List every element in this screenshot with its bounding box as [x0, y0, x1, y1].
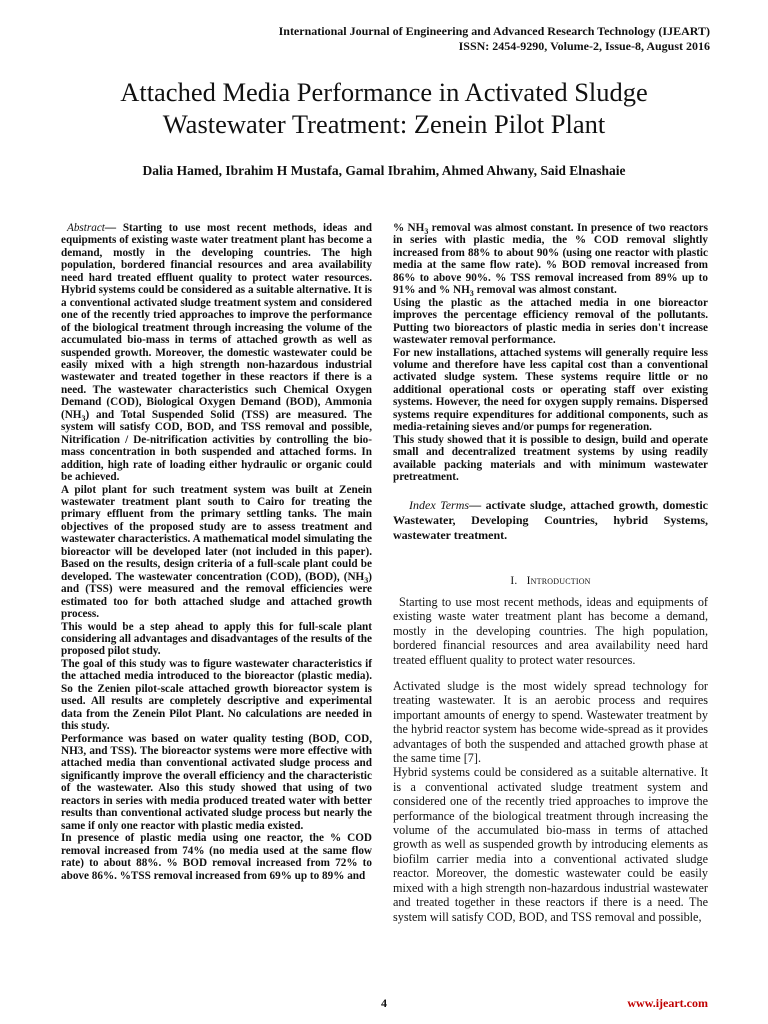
- title-line-2: Wastewater Treatment: Zenein Pilot Plant: [162, 109, 606, 139]
- abstract-paragraph-4: The goal of this study was to figure wastewater characteristics if the attached media introduced to the bioreactor (plastic media). So the Zenien pilot-scale attached growth bioreactor system is used. All results are completely descriptive and experimental data from the Zenein Pilot Plant. No calculations are needed in this study.: [61, 657, 372, 733]
- abstract-paragraph-5: Performance was based on water quality testing (BOD, COD, NH3, and TSS). The bioreactor systems were more effective with attached media than conventional activated sludge process and significantly improve the overall efficiency and the characteristic of the wastewater. Also this study showed that using of two reactors in series with media produced treated water with better results than conventional activated sludge process but nearly the same if only one reactor with plastic media existed.: [61, 732, 372, 832]
- intro-paragraph-3: Hybrid systems could be considered as a suitable alternative. It is a conventional activated sludge treatment system and considered one of the recently tried approaches to improve the performance of the biological treatment through increasing the volume of the accumulated bio-mass in terms of attached growth as well as suspended growth by introducing elements as biofilm carrier media into a conventional activated sludge reactor. Moreover, the domestic wastewater could be easily mixed with a high strength non-hazardous industrial wastewater and treated together in these reactors if there is a need. The system will satisfy COD, BOD, and TSS removal and possible,: [393, 765, 708, 924]
- intro-paragraph-1: Starting to use most recent methods, ideas and equipments of existing waste water treatment plant has become a demand, mostly in the developing countries. The high population, bordered financial resources and area availability need hard treated effluent quality to protect water resources.: [393, 594, 708, 667]
- paper-title: [40, 76, 728, 140]
- section-heading-introduction: I. Introduction: [510, 574, 591, 587]
- title-line-1: Attached Media Performance in Activated Sludge: [120, 77, 648, 107]
- abstract-label: Abstract: [67, 222, 105, 234]
- index-terms-label: Index Terms: [409, 497, 470, 512]
- abstract-continued-1: % $NH_3$ removal was almost constant. In presence of two reactors in series with plastic media, the % COD removal slightly increased from 88% to about 90% (using one reactor with plastic media at the same flow rate). % BOD removal increased from 86% to above 90%. % TSS removal increased from 89% up to 91% and % $NH_3$ removal was almost constant.: [393, 222, 708, 299]
- abstract-paragraph-6: In presence of plastic media using one reactor, the % COD removal increased from 74% (no media used at the same flow rate) to about 88%. % BOD removal increased from 72% to above 86%. %TSS removal increased from 69% up to 89% and: [61, 832, 372, 882]
- journal-name: International Journal of Engineering and Advanced Research Technology (IJEART): [278, 24, 710, 38]
- left-column: [61, 222, 372, 882]
- journal-issn: ISSN: 2454-9290, Volume-2, Issue-8, August 2016: [458, 39, 710, 53]
- page-number: 4: [381, 996, 387, 1010]
- abstract-continued-4: This study showed that it is possible to design, build and operate small and decentralized treatment systems by using readily available packing materials and with minimum wastewater pretreatment.: [393, 433, 708, 484]
- journal-header: [279, 24, 710, 54]
- abstract-paragraph-3: This would be a step ahead to apply this for full-scale plant considering all advantages and disadvantages of the results of the proposed pilot study.: [61, 620, 372, 658]
- abstract-continued-2: Using the plastic as the attached media in one bioreactor improves the percentage efficiency removal of the pollutants. Putting two bioreactors of plastic media in series don't increase wastewater removal performance.: [393, 296, 708, 347]
- author-list: Dalia Hamed, Ibrahim H Mustafa, Gamal Ibrahim, Ahmed Ahwany, Said Elnashaie: [142, 163, 626, 178]
- intro-paragraph-2: Activated sludge is the most widely spread technology for treating wastewater. It is an aerobic process and requires important amounts of energy to spend. Wastewater treatment by the hybrid reactor system has become wide-spread as it provides advantages of both the suspended and attached growth phase at the same time [7].: [393, 679, 708, 766]
- index-terms: Index Terms— activate sludge, attached growth, domestic Wastewater, Developing Countries, hybrid Systems, wastewater treatment.: [393, 497, 708, 542]
- abstract-paragraph-2: A pilot plant for such treatment system was built at Zenein wastewater treatment plant south to Cairo for treating the primary effluent from the primary settling tanks. The main objectives of the proposed study are to assess treatment and wastewater characteristics. A mathematical model simulating the bioreactor will be developed later (not included in this paper). Based on the results, design criteria of a full-scale plant could be developed. The wastewater concentration (COD), (BOD), $(NH_3)$ and (TSS) were measured and the removal efficiencies were estimated too for both attached sludge and attached growth process.: [61, 483, 372, 621]
- journal-website-link[interactable]: www.ijeart.com: [627, 996, 708, 1010]
- right-column: [393, 222, 708, 924]
- abstract-continued-3: For new installations, attached systems will generally require less volume and therefore have less capital cost than a conventional activated sludge system. These systems require little or no additional operational costs or operating staff over existing systems. However, the need for oxygen supply remains. Dispersed systems require expenditures for additional components, such as media-retaining sieves and/or pumps for regeneration.: [393, 346, 708, 434]
- abstract-paragraph-1: Abstract— Starting to use most recent methods, ideas and equipments of existing waste water treatment plant has become a demand, mostly in the developing countries. The high population, bordered financial resources and area availability need hard treated effluent quality to protect water resources. Hybrid systems could be considered as a suitable alternative. It is a conventional activated sludge treatment system and considered one of the recently tried approaches to improve the performance of the biological treatment through increasing the volume of the accumulated bio-mass in terms of attached growth as well as suspended growth. Moreover, the domestic wastewater could be easily mixed with a high strength non-hazardous industrial wastewater and treated together in these reactors if there is a need. The wastewater characteristics such Chemical Oxygen Demand (COD), Biological Oxygen Demand (BOD), Ammonia $(NH_3)$ and Total Suspended Solid (TSS) are measured. The system will satisfy COD, BOD, and TSS removal and possible, Nitrification / De-nitrification activities by controlling the bio-mass concentration in both suspended and attached forms. In addition, high rate of loading either hydraulic or organic could be achieved.: [61, 222, 372, 484]
